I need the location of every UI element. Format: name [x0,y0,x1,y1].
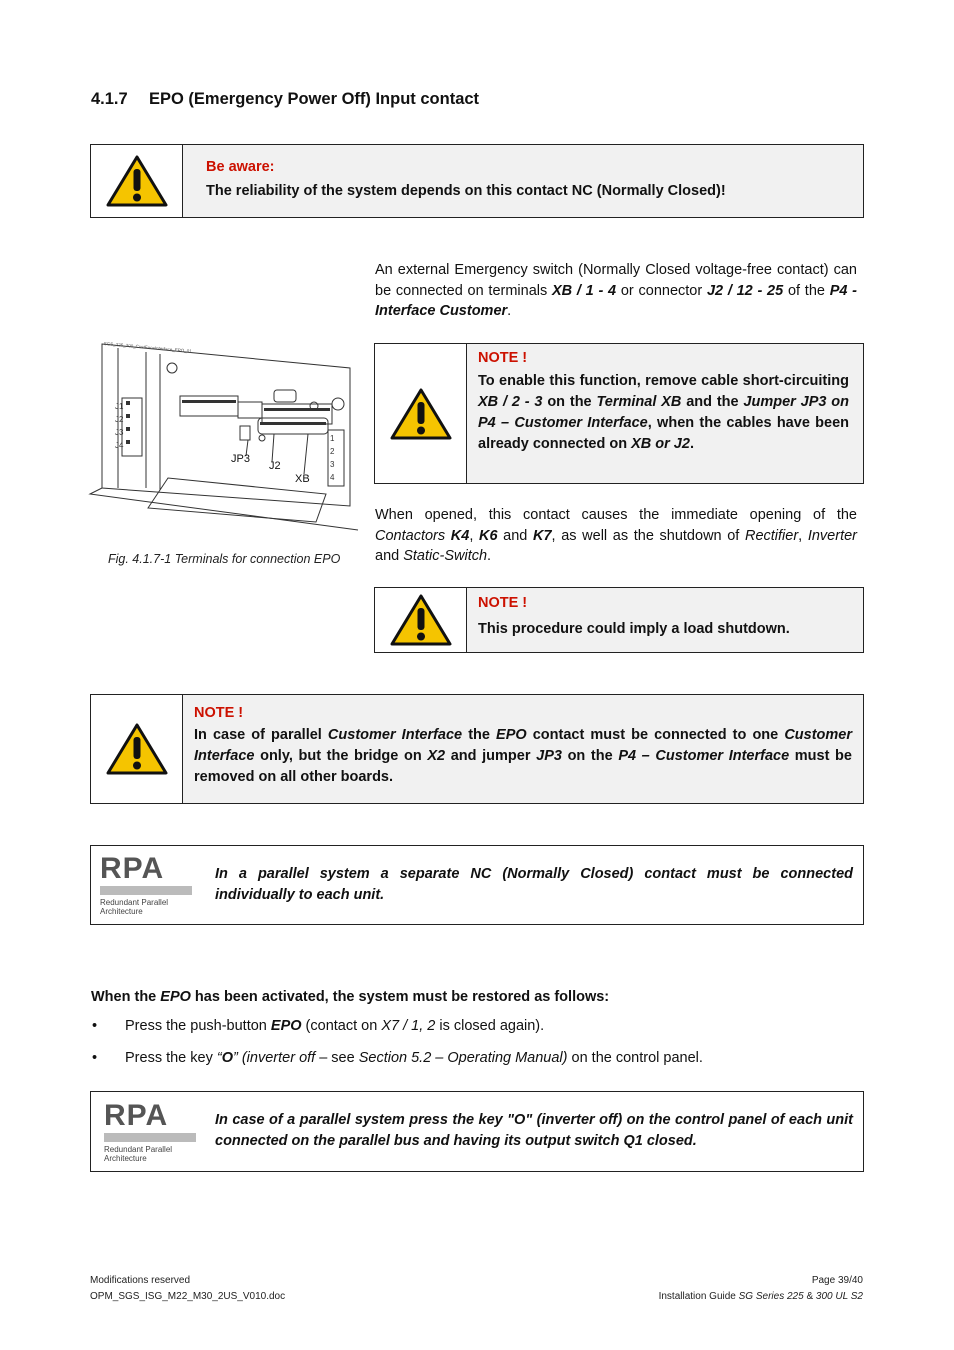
section-heading [91,90,479,109]
section-number: 4.1.7 [91,90,128,108]
section-title: EPO (Emergency Power Off) Input contact [149,90,480,108]
rpa2-text-cell [209,1092,863,1171]
aware-text-cell [183,145,863,217]
warning-icon-cell [91,695,183,803]
bullet-dot: • [92,1050,98,1066]
xb-number: 2 [330,447,335,456]
note3-label: NOTE ! [194,705,244,721]
note-box-enable-function [374,343,864,484]
restore-step-1: • Press the push-button EPO (contact on X7 / 1, 2 is closed again). [92,1018,545,1034]
intro-text: of the [783,282,830,299]
warning-icon [389,593,453,647]
note1-label: NOTE ! [478,350,528,366]
opened-paragraph: When opened, this contact causes the immediate opening of the Contactors K4, K6 and K7, as well as the shutdown of Rectifier, Inverter and Static-Switch. [375,507,857,564]
intro-text: An external Emergency switch (Normally Closed voltage-free contact) can be connected on terminals [375,262,857,299]
rpa-logo-text: RPA [100,852,165,885]
warning-icon [105,722,169,776]
note2-text: This procedure could imply a load shutdown. [478,621,790,637]
footer-page-number: Page 39/40 [811,1275,863,1286]
j2-label: J2 [269,460,281,472]
rpa-logo [104,1098,196,1163]
epo-terminal-figure [88,338,366,544]
rpa-logo-subtitle: Redundant Parallel [100,898,169,907]
restore-step-2: • Press the key “O” (inverter off – see Section 5.2 – Operating Manual) on the control panel. [92,1050,703,1066]
rpa-box-separate-contact [90,845,864,925]
xb-number-labels [330,432,334,484]
warning-icon-cell [375,344,467,483]
xb-label: XB [295,473,310,485]
rpa-logo-subtitle: Architecture [104,1153,147,1163]
rpa-logo-cell [91,1092,209,1171]
xb-number: 3 [330,460,335,469]
restore-heading: When the EPO has been activated, the system must be restored as follows: [91,989,610,1005]
terminal-j-labels [115,400,123,452]
rpa-logo-subtitle: Architecture [100,907,143,916]
rpa-logo-subtitle: Redundant Parallel [104,1144,173,1154]
rpa-logo-bar [104,1133,196,1142]
footer-right [659,1273,863,1305]
note1-text: To enable this function, remove cable short-circuiting XB / 2 - 3 on the Terminal XB and the Jumper JP3 on P4 – Customer Interface, when the cables have been already connected on XB or J2. [478,373,849,452]
intro-paragraph [375,260,857,322]
bullet-dot: • [92,1018,98,1034]
figure-file-label: SGS_225_300_CustFaceInterface_EPO_01 [103,341,192,354]
warning-icon [389,387,453,441]
note3-text: In case of parallel Customer Interface the EPO contact must be connected to one Customer Interface only, but the bridge on X2 and jumper JP3 on the P4 – Customer Interface must be removed on all other boards. [194,727,852,785]
aware-label: Be aware: [206,159,275,175]
figure-caption: Fig. 4.1.7-1 Terminals for connection EPO [108,552,341,566]
jp3-label: JP3 [231,453,250,465]
note1-text-cell [467,344,863,483]
terminal-board-drawing [88,338,366,544]
rpa1-text-cell [201,846,863,924]
footer-modifications: Modifications reserved [90,1275,191,1286]
warning-icon [105,154,169,208]
aware-box [90,144,864,218]
intro-text: . [507,303,512,319]
intro-j2-connector: J2 / 12 - 25 [706,282,784,299]
terminal-label: J1 [115,402,124,411]
xb-number: 4 [330,473,335,482]
rpa-logo-cell [91,846,201,924]
note-box-load-shutdown [374,587,864,653]
rpa1-text: In a parallel system a separate NC (Normally Closed) contact must be connected individually to each unit. [215,866,853,903]
footer-left [90,1273,285,1305]
warning-icon-cell [375,588,467,652]
rpa-box-inverter-off [90,1091,864,1172]
rpa-logo [100,854,192,916]
intro-text: or connector [616,282,707,299]
note3-text-cell [183,695,863,803]
note2-label: NOTE ! [478,595,528,611]
note2-text-cell [467,588,863,652]
note-box-parallel-interface [90,694,864,804]
rpa-logo-text: RPA [104,1098,169,1132]
warning-icon-cell [91,145,183,217]
intro-xb-terminals: XB / 1 - 4 [552,282,617,299]
footer-filename: OPM_SGS_ISG_M22_M30_2US_V010.doc [90,1291,286,1302]
footer-guide-title: Installation Guide SG Series 225 & 300 UL S2 [658,1291,863,1302]
terminal-label: J2 [115,415,124,424]
rpa-logo-bar [100,886,192,895]
aware-text: The reliability of the system depends on this contact NC (Normally Closed)! [206,183,726,199]
terminal-label: J4 [115,441,124,450]
rpa2-text: In case of a parallel system press the key "O" (inverter off) on the control panel of each unit connected on the parallel bus and having its output switch Q1 closed. [215,1112,853,1149]
terminal-label: J3 [115,428,124,437]
xb-number: 1 [330,434,335,443]
intro-p4-interface: P4 - Interface Customer [375,282,858,319]
